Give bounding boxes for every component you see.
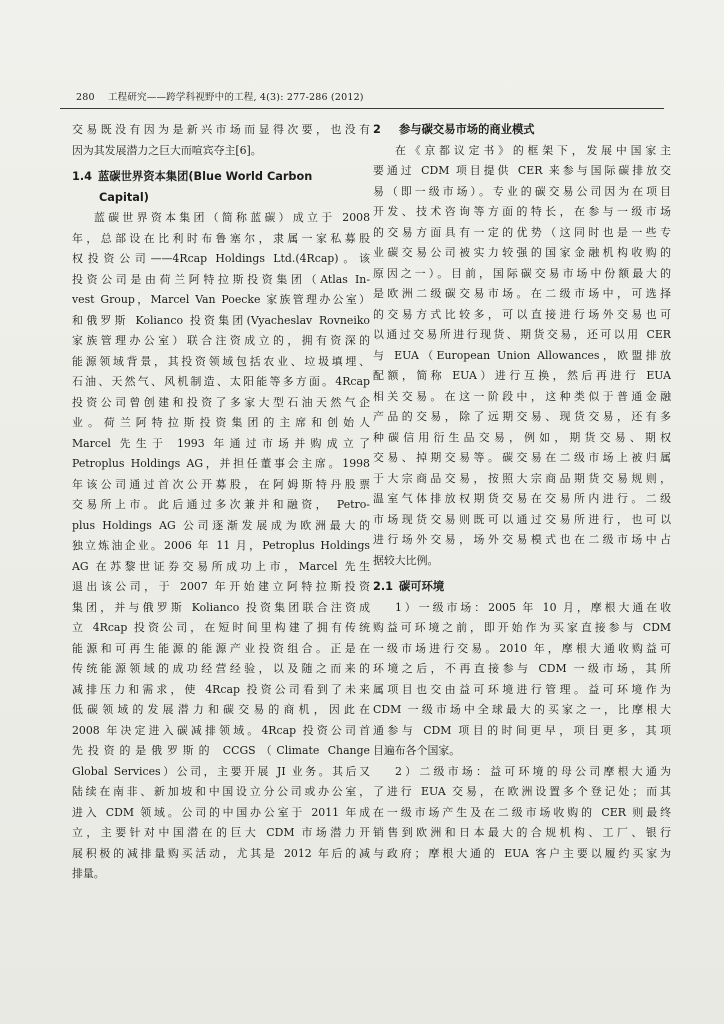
text-line: 陆续在南非、新加坡和中国设立分公司或办公室，	[72, 785, 370, 798]
text-line: 是欧洲二级碳交易市场。在二级市场中，可选择	[373, 287, 671, 300]
text-line: 与政府；摩根大通的 EUA 客户主要以履约买家为	[373, 846, 671, 860]
section-heading	[72, 167, 370, 188]
text-line: 立，主要针对中国潜在的巨大 CDM 市场潜力开	[72, 826, 370, 839]
text-line: 减排压力和需求，使 4Rcap 投资公司看到了未来	[72, 682, 370, 696]
text-line: 集团，并与俄罗斯 Kolianco 投资集团联合注资成	[72, 600, 370, 614]
text-line: 2008 年决定进入碳减排领域。4Rcap 投资公司首	[72, 723, 370, 737]
text-line: Marcel 先生于 1993 年通过市场并购成立了	[72, 436, 370, 450]
text-line: AG 在苏黎世证券交易所成功上市，Marcel 先生	[72, 559, 370, 573]
left-column	[72, 120, 370, 885]
section-heading	[373, 120, 671, 141]
text-line: 在《京都议定书》的框架下，发展中国家主	[395, 143, 671, 157]
text-line: 原因之一）。目前，国际碳交易市场中份额最大的	[373, 266, 671, 280]
section-heading	[373, 577, 671, 598]
text-line: 交易、掉期交易等。碳交易在二级市场上被归属	[373, 451, 671, 464]
text-line: 年，总部设在比利时布鲁塞尔，隶属一家私募股	[72, 231, 370, 245]
text-line: 市场现货交易则既可以通过交易所进行，也可以	[373, 512, 671, 526]
text-line: 种碳信用衍生品交易，例如，期货交易、期权	[373, 430, 671, 444]
text-line: 蓝碳世界资本集团（简称蓝碳）成立于 2008	[94, 211, 370, 224]
text-line: 业碳交易公司被实力较强的国家金融机构收购的	[373, 246, 671, 259]
page-number: 280	[76, 92, 95, 103]
section-number: 2	[373, 123, 381, 136]
section-title: 参与碳交易市场的商业模式	[399, 123, 535, 136]
text-line: 以通过交易所进行现货、期货交易，还可以用 CER	[373, 328, 671, 341]
text-line: 因为其发展潜力之巨大而喧宾夺主[6]。	[72, 143, 262, 157]
text-line: 的交易方式比较多，可以直接进行场外交易也可	[373, 307, 671, 321]
text-line: CDM 一级市场中全球最大的买家之一，比摩根大	[373, 703, 671, 716]
text-line: 进行场外交易，场外交易模式也在二级市场中占	[373, 533, 671, 546]
text-line: 年该公司通过首次公开募股，在阿姆斯特丹股票	[72, 477, 370, 491]
text-line: 环境之后，不再直接参与 CDM 一级市场，其所	[373, 662, 671, 675]
text-line: 排量。	[72, 867, 105, 880]
text-line: 产品的交易，除了远期交易、现货交易，还有多	[373, 410, 671, 423]
text-line: 业。荷兰阿特拉斯投资集团的主席和创始人	[72, 416, 370, 429]
section-number: 2.1	[373, 580, 394, 593]
text-line: 了进行 EUA 交易，在欧洲设置多个登记处；而其	[373, 785, 671, 798]
text-line: 能源和可再生能源的能源产业投资组合。正是在	[72, 641, 370, 655]
text-line: 退出该公司，于 2007 年开始建立阿特拉斯投资	[72, 580, 370, 593]
text-line: 配额，简称 EUA）进行互换，然后再进行 EUA	[373, 369, 671, 382]
text-line: Petroplus Holdings AG，并担任董事会主席。1998	[72, 457, 370, 470]
text-line: 交易所上市。此后通过多次兼并和融资， Petro-	[72, 498, 370, 511]
text-line: 温室气体排放权期货交易在交易所内进行。二级	[373, 492, 671, 505]
text-line: 和俄罗斯 Kolianco 投资集团(Vyacheslav Rovneiko	[72, 313, 370, 327]
text-line: 2）二级市场：益可环境的母公司摩根大通为	[395, 764, 671, 778]
text-line: 独立炼油企业。2006 年 11 月，Petroplus Holdings	[72, 539, 370, 552]
text-line: 属项目也交由益可环境进行管理。益可环境作为	[373, 682, 671, 696]
text-line: 立 4Rcap 投资公司，在短时间里构建了拥有传统	[72, 621, 370, 634]
section-number: 1.4	[72, 170, 93, 183]
text-line: 1）一级市场：2005 年 10 月，摩根大通在收	[395, 600, 671, 614]
text-line: 投资公司是由荷兰阿特拉斯投资集团（Atlas In-	[72, 272, 370, 286]
right-column	[373, 120, 671, 864]
text-line: 交易既没有因为是新兴市场而显得次要，也没有	[72, 123, 370, 136]
text-line: 目遍布各个国家。	[373, 744, 461, 757]
text-line: 展积极的减排量购买活动，尤其是 2012 年后的减	[72, 846, 370, 860]
text-line: 传统能源领域的成功经营经验，以及随之而来的	[72, 662, 370, 675]
text-line: 投资公司曾创建和投资了多家大型石油天然气企	[72, 395, 370, 409]
text-line: 相关交易。在这一阶段中，这种类似于普通金融	[373, 389, 671, 403]
text-line: vest Group，Marcel Van Poecke 家族管理办公室）	[72, 293, 370, 306]
text-line: 易（即一级市场）。专业的碳交易公司因为在项目	[373, 184, 671, 198]
text-line: 能源领域背景，其投资领域包括农业、垃圾填埋、	[72, 354, 370, 368]
text-line: 家族管理办公室）联合注资成立的，拥有资深的	[72, 334, 370, 347]
text-line: plus Holdings AG 公司逐渐发展成为欧洲最大的	[72, 518, 370, 532]
running-title: 工程研究——跨学科视野中的工程, 4(3): 277-286 (2012)	[107, 92, 364, 103]
text-line: 进入 CDM 领域。公司的中国办公室于 2011 年成	[72, 805, 370, 819]
section-title: 蓝碳世界资本集团(Blue World Carbon	[98, 170, 313, 183]
text-line: 与 EUA（European Union Allowances，欧盟排放	[373, 348, 671, 362]
text-line: 在一级市场产生及在二级市场收购的 CER 则最终	[373, 805, 671, 819]
text-line: 据较大比例。	[373, 553, 439, 567]
text-line: 一级市场进行交易。2010 年，摩根大通收购益可	[373, 641, 671, 655]
text-line: Global Services）公司，主要开展 JI 业务。其后又	[72, 764, 370, 778]
text-line: 购益可环境之前，即开始作为买家直接参与 CDM	[373, 621, 671, 634]
header-rule	[60, 108, 664, 109]
text-line: 权投资公司——4Rcap Holdings Ltd.(4Rcap)。该	[72, 252, 370, 265]
text-line: 通参与 CDM 项目的时间更早，项目更多，其项	[373, 723, 671, 737]
text-line: 于大宗商品交易，按照大宗商品期货交易规则，	[373, 471, 671, 485]
running-header	[76, 89, 646, 103]
text-line: 石油、天然气、风机制造、太阳能等多方面。4Rcap	[72, 375, 370, 388]
text-line: 要通过 CDM 项目提供 CER 来参与国际碳排放交	[373, 164, 671, 177]
text-line: 销售到欧洲和日本最大的合规机构、工厂、银行	[373, 826, 671, 839]
text-line: 的交易方面具有一定的优势（这同时也是一些专	[373, 225, 671, 239]
section-title: 碳可环境	[399, 580, 445, 593]
text-line: 开发、技术咨询等方面的特长，在参与一级市场	[373, 205, 671, 218]
section-title-continued: Capital)	[99, 190, 149, 204]
text-line: 先投资的是俄罗斯的 CCGS（Climate Change	[72, 744, 370, 757]
text-line: 低碳领域的发展潜力和碳交易的商机，因此在	[72, 703, 370, 716]
